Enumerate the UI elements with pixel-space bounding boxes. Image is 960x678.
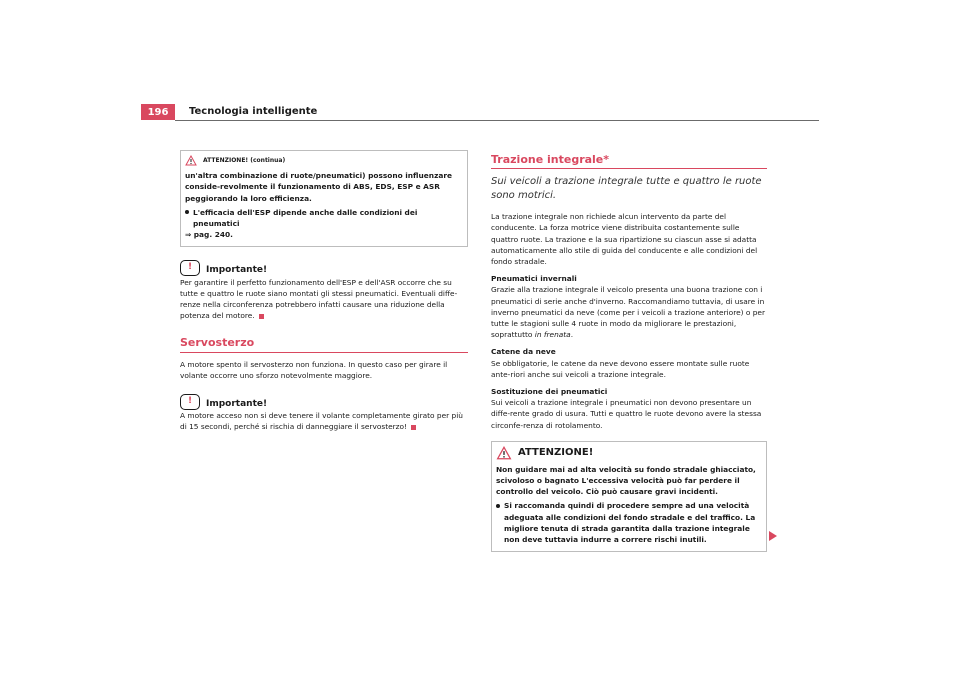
warning-heading-text: ATTENZIONE! (continua) (203, 157, 286, 164)
warning-bullet (496, 500, 762, 545)
replace-text: Sui veicoli a trazione integrale i pneumatici non devono presentare un diffe-rente grado di usura. Tutti e quattro le ruote devono avere la stessa circonfe-renza di rotolamento. (491, 398, 762, 430)
end-mark-icon (259, 314, 264, 319)
section-title-trazione: Trazione integrale* (491, 154, 767, 169)
chains-text: Se obbligatorie, le catene da neve devono essere montate sulle ruote ante-riori anche sui veicoli a trazione integrale. (491, 358, 750, 379)
header-rule (175, 120, 819, 121)
note-title: Importante! (206, 399, 268, 410)
warning-text: un'altra combinazione di ruote/pneumatici) possono influenzare conside-revolmente il funzionamento di ABS, EDS, ESP e ASR peggiorando la loro efficienza. (185, 171, 453, 203)
exclamation-icon: ! (180, 260, 200, 276)
subhead-replace: Sostituzione dei pneumatici (491, 387, 608, 397)
warning-title: ATTENZIONE! (518, 447, 594, 459)
note-heading (180, 259, 468, 276)
page-number: 196 (141, 104, 175, 120)
next-page-arrow-icon[interactable] (768, 531, 778, 541)
bullet-icon (496, 504, 500, 508)
winter-text: Grazie alla trazione integrale il veicolo presenta una buona trazione con i pneumatici di serie anche d'inverno. Raccomandiamo tuttavia, di usare in inverno pneumatici da neve (come per i veicoli a trazione anteriore) o per tutte le stagioni sulle 4 ruote in modo da migliorare le prestazioni, soprattutto in frenata. (491, 285, 766, 340)
warning-bullet-text: L'efficacia dell'ESP dipende anche dalle condizioni dei pneumatici (193, 207, 418, 229)
section-subtitle: Sui veicoli a trazione integrale tutte e quattro le ruote sono motrici. (491, 176, 762, 202)
intro-text: La trazione integrale non richiede alcun intervento da parte del conducente. La forza motrice viene distribuita costantemente sulle quattro ruote. La trazione e la sua ripartizione su ciascun asse si adatta automaticamente allo stile di guida del conducente e alle condizioni del fondo stradale. (491, 212, 758, 267)
warning-box (491, 441, 767, 552)
page-title: Tecnologia intelligente (189, 106, 318, 117)
warning-triangle-icon (496, 446, 512, 460)
warning-triangle-icon (185, 155, 197, 166)
warning-text: Non guidare mai ad alta velocità su fondo stradale ghiacciato, scivoloso o bagnato L'eccessiva velocità può far perdere il controllo del veicolo. Ciò può causare gravi incidenti. (496, 464, 756, 497)
warning-heading (496, 446, 762, 460)
note-text: A motore acceso non si deve tenere il volante completamente girato per più di 15 secondi, perché si rischia di danneggiare il servosterzo! (180, 411, 463, 432)
note-text: Per garantire il perfetto funzionamento dell'ESP e dell'ASR occorre che su tutte e quattro le ruote siano montati gli stessi pneumatici. Eventuali diffe-renze nella circonferenza potrebbero infatti causare una riduzione della potenza del motore. (180, 277, 458, 321)
subhead-chains: Catene da neve (491, 347, 556, 357)
warning-heading (185, 155, 461, 166)
warning-box-continued (180, 150, 468, 247)
section-title-servosterzo: Servosterzo (180, 337, 468, 352)
note-heading (180, 393, 468, 410)
exclamation-icon: ! (180, 394, 200, 410)
warning-bullet (185, 207, 461, 229)
warning-bullet-text: Si raccomanda quindi di procedere sempre ad una velocità adeguata alle condizioni del fondo stradale e del traffico. La migliore tenuta di strada garantita dalla trazione integrale non deve tuttavia indurre a correre rischi inutili. (504, 501, 756, 545)
note-title: Importante! (206, 265, 268, 276)
end-mark-icon (411, 425, 416, 430)
right-column (491, 150, 767, 552)
subhead-winter: Pneumatici invernali (491, 274, 577, 284)
winter-tail: in frenata (534, 330, 571, 340)
bullet-icon (185, 210, 189, 214)
page-reference-link[interactable]: ⇒ pag. 240. (185, 230, 233, 240)
left-column (180, 150, 468, 433)
section-text: A motore spento il servosterzo non funziona. In questo caso per girare il volante occorre uno sforzo notevolmente maggiore. (180, 359, 448, 380)
